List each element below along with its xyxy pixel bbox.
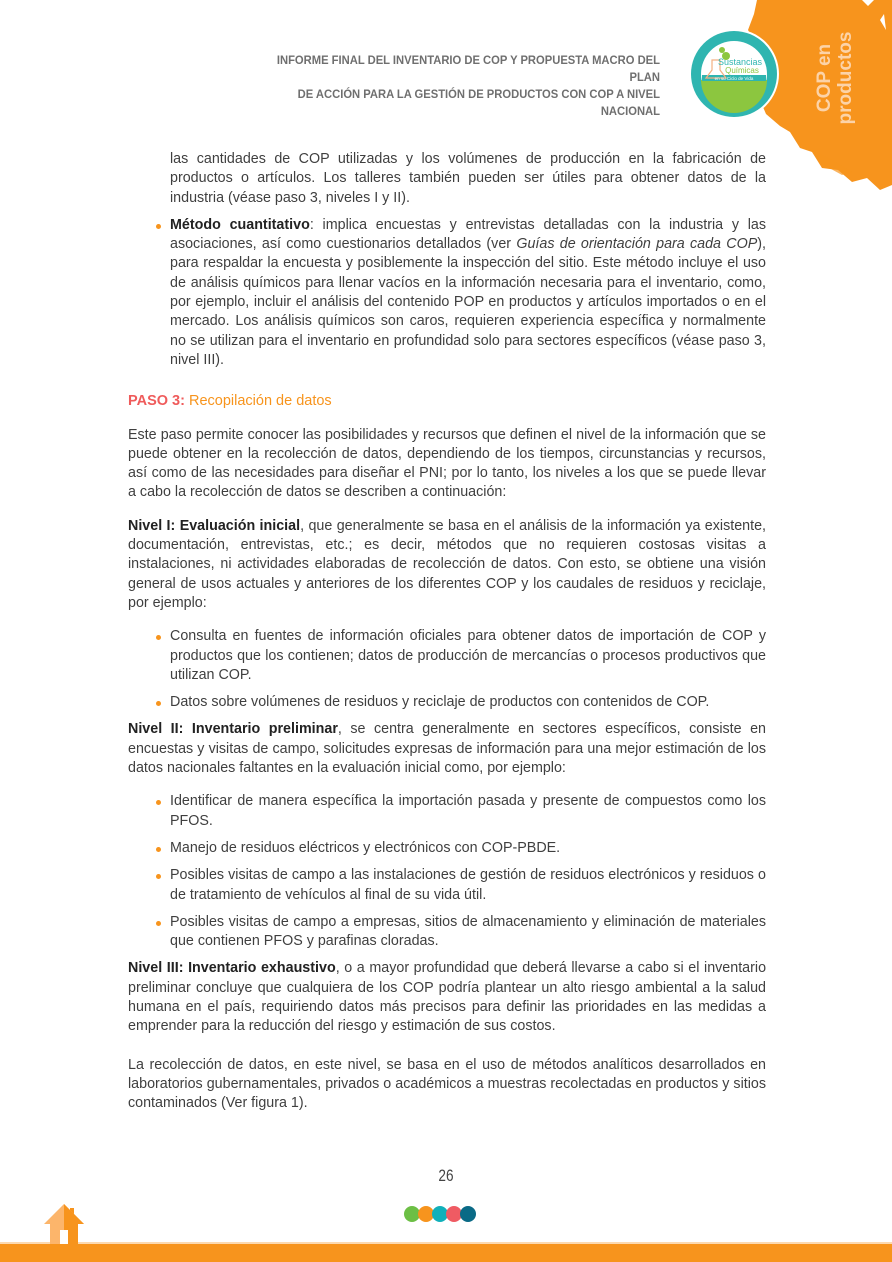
nivel3-label: Nivel III xyxy=(128,960,179,977)
footer-bar xyxy=(0,1244,892,1262)
nivel1-list xyxy=(128,627,766,712)
nivel3-paragraph: Nivel III: Inventario exhaustivo, o a mayor profundidad que deberá llevarse a cabo si el inventario preliminar concluye que cualquiera de los COP podría plantear un alto riesgo ambiental a la salud humana en el país, requiriendo datos más precisos para definir las prioridades en las medidas a emprender para la reducción del riesgo y estimación de sus costos. xyxy=(128,960,767,1035)
metodo-text-1: : implica encuestas y entrevistas detalladas con la industria y las asociaciones, así como cuestionarios detallados (ver xyxy=(170,216,766,253)
nivel2-label: Nivel II xyxy=(128,721,179,738)
step-number: PASO 3: xyxy=(128,393,185,410)
nivel1-label: Nivel I xyxy=(128,517,171,534)
page-number: 26 xyxy=(438,1166,454,1185)
nivel3-text: , o a mayor profundidad que deberá llevarse a cabo si el inventario preliminar concluye que cualquiera de los COP podría plantear un alto riesgo ambiental a la salud humana en el país, requiriendo datos más precisos para definir las prioridades en las medidas a emprender para la reducción del riesgo y estimación de sus costos. xyxy=(128,960,767,1035)
nivel1-title: Evaluación inicial xyxy=(179,517,301,534)
step-intro-paragraph: Este paso permite conocer las posibilidades y recursos que definen el nivel de la información que se puede obtener en la recolección de datos, dependiendo de los tiempos, circunstancias y recursos, así como de las necesidades para diseñar el PNI; por lo tanto, los niveles a los que se puede llevar a cabo la recolección de datos se describen a continuación: xyxy=(128,426,766,501)
logo-text-ciclo: en su Ciclo de Vida xyxy=(714,76,754,81)
logo-text-sustancias: Sustancias xyxy=(717,57,763,67)
step-title: Recopilación de datos xyxy=(188,393,332,410)
list-item-metodo-cuantitativo xyxy=(170,216,766,370)
blue-dot-icon xyxy=(460,1206,476,1222)
side-tab-line1: COP en xyxy=(814,43,835,113)
list-item: Consulta en fuentes de información oficiales para obtener datos de importación de COP y productos que los contienen; datos de producción de mercancías o procesos productivos que utilizan COP. xyxy=(170,627,766,685)
nivel1-text: , que generalmente se basa en el análisis de la información ya existente, documentación, entrevistas, etc.; es decir, métodos que no requieren costosas visitas a instalaciones, ni actividades elaboradas de recolección de datos. Con esto, se obtiene una visión general de usos actuales y anteriores de los diferentes COP y los caudales de residuos y reciclaje, por ejemplo: xyxy=(128,517,766,611)
list-item: Posibles visitas de campo a empresas, sitios de almacenamiento y eliminación de materiales que contienen PFOS y parafinas cloradas. xyxy=(170,913,766,952)
header-title-line2: DE ACCIÓN PARA LA GESTIÓN DE PRODUCTOS CON COP A NIVEL NACIONAL xyxy=(297,87,660,118)
list-item: Datos sobre volúmenes de residuos y reciclaje de productos con contenidos de COP. xyxy=(170,693,766,712)
nivel2-title: Inventario preliminar xyxy=(191,721,338,738)
continuation-paragraph: las cantidades de COP utilizadas y los volúmenes de producción en la fabricación de productos o artículos. Los talleres también pueden ser útiles para obtener datos de la industria (véase paso 3, niveles I y II). xyxy=(170,151,766,206)
header-title-line1: INFORME FINAL DEL INVENTARIO DE COP Y PROPUESTA MACRO DEL PLAN xyxy=(276,53,660,84)
metodo-text-2: ), para respaldar la encuesta y posiblemente la inspección del sitio. Este método incluye el uso de análisis químicos para llenar vacíos en la información necesaria para el inventario, como, por ejemplo, incluir el análisis del contenido POP en productos y artículos importados o en el mercado. Los análisis químicos son caros, requieren experiencia específica y normalmente no se utilizan para el inventario en profundidad solo para sectores específicos (véase paso 3, nivel III). xyxy=(170,236,766,368)
section-side-tab xyxy=(800,22,870,134)
nivel1-paragraph: Nivel I: Evaluación inicial, que generalmente se basa en el análisis de la información ya existente, documentación, entrevistas, etc.; es decir, métodos que no requieren costosas visitas a instalaciones, ni actividades elaboradas de recolección de datos. Con esto, se obtiene una visión general de usos actuales y anteriores de los diferentes COP y los caudales de residuos y reciclaje, por ejemplo: xyxy=(128,517,766,611)
logo-text-quimicas: Químicas xyxy=(725,66,759,75)
color-dots xyxy=(404,1206,474,1222)
closing-paragraph: La recolección de datos, en este nivel, se basa en el uso de métodos analíticos desarrollados en laboratorios gubernamentales, privados o académicos a muestras recolectadas en productos y sitios contaminados (Ver figura 1). xyxy=(128,1056,766,1112)
list-item: Identificar de manera específica la importación pasada y presente de compuestos como los PFOS. xyxy=(170,792,766,831)
metodo-label: Método cuantitativo xyxy=(170,216,310,233)
nivel2-list xyxy=(128,792,766,951)
sustancias-quimicas-logo xyxy=(682,28,786,120)
list-item: Posibles visitas de campo a las instalaciones de gestión de residuos electrónicos y residuos o de tratamiento de vehículos al final de su vida útil. xyxy=(170,866,766,905)
nivel3-title: Inventario exhaustivo xyxy=(188,960,336,977)
guias-reference: Guías de orientación para cada COP xyxy=(516,236,758,253)
page-body xyxy=(128,150,766,1113)
nivel2-text: , se centra generalmente en sectores específicos, consiste en encuestas y visitas de campo, solicitudes expresas de información para una mejor estimación de los datos nacionales faltantes en la evaluación inicial como, por ejemplo: xyxy=(128,721,767,777)
home-icon[interactable] xyxy=(40,1204,88,1244)
document-header-title xyxy=(255,52,660,120)
method-list xyxy=(128,216,766,370)
step-heading xyxy=(128,392,766,411)
list-item: Manejo de residuos eléctricos y electrónicos con COP-PBDE. xyxy=(170,839,766,858)
side-tab-line2: productos xyxy=(835,31,856,125)
nivel2-paragraph: Nivel II: Inventario preliminar, se centra generalmente en sectores específicos, consiste en encuestas y visitas de campo, solicitudes expresas de información para una mejor estimación de los datos nacionales faltantes en la evaluación inicial como, por ejemplo: xyxy=(128,721,767,777)
